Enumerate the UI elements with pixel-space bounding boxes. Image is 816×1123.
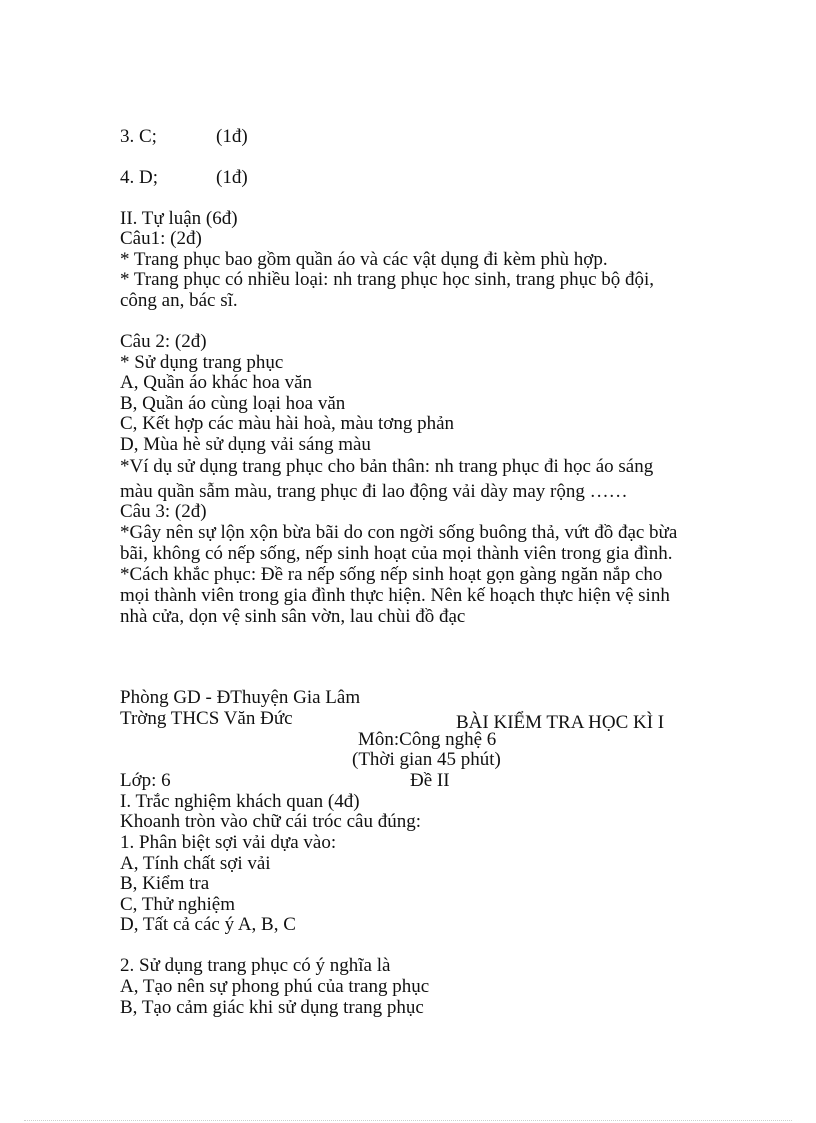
question-2: 2. Sử dụng trang phục có ý nghĩa là: [120, 955, 391, 976]
answer-q3-label: 3. C;: [120, 126, 157, 147]
essay-q3-line: *Cách khắc phục: Đề ra nếp sống nếp sinh hoạt gọn gàng ngăn nắp cho: [120, 564, 663, 585]
exam-title: BÀI KIỂM TRA HỌC KÌ I: [456, 712, 665, 733]
essay-q2-line: màu quần sẫm màu, trang phục đi lao động vải dày may rộng ……: [120, 481, 628, 502]
page-bottom-divider: [24, 1120, 792, 1121]
essay-q1-line: * Trang phục bao gồm quần áo và các vật dụng đi kèm phù hợp.: [120, 249, 608, 270]
essay-q2-line: *Ví dụ sử dụng trang phục cho bản thân: nh trang phục đi học áo sáng: [120, 456, 654, 477]
question-1-option: A, Tính chất sợi vải: [120, 853, 271, 874]
essay-q2-line: B, Quần áo cùng loại hoa văn: [120, 393, 346, 414]
exam-grade: Lớp: 6: [120, 770, 171, 791]
essay-q2-line: D, Mùa hè sử dụng vải sáng màu: [120, 434, 371, 455]
question-1-option: C, Thử nghiệm: [120, 894, 235, 915]
question-2-option: B, Tạo cảm giác khi sử dụng trang phục: [120, 997, 424, 1018]
school-name: Trờng THCS Văn Đức: [120, 708, 293, 729]
answer-q4-points: (1đ): [216, 167, 248, 188]
essay-q3-line: nhà cửa, dọn vệ sinh sân vờn, lau chùi đồ đạc: [120, 606, 466, 627]
essay-q2-line: C, Kết hợp các màu hài hoà, màu tơng phản: [120, 413, 455, 434]
exam-subject: Môn:Công nghệ 6: [358, 729, 497, 750]
answer-q3-points: (1đ): [216, 126, 248, 147]
essay-q3-line: mọi thành viên trong gia đình thực hiện. Nên kế hoạch thực hiện vệ sinh: [120, 585, 670, 606]
question-1: 1. Phân biệt sợi vải dựa vào:: [120, 832, 337, 853]
objective-instruction: Khoanh tròn vào chữ cái tróc câu đúng:: [120, 811, 422, 832]
question-1-option: B, Kiểm tra: [120, 873, 210, 894]
essay-q2-line: A, Quần áo khác hoa văn: [120, 372, 313, 393]
essay-q3-line: bãi, không có nếp sống, nếp sinh hoạt của mọi thành viên trong gia đình.: [120, 543, 673, 564]
department-name: Phòng GD - ĐThuyện Gia Lâm: [120, 687, 361, 708]
essay-q1-title: Câu1: (2đ): [120, 228, 202, 249]
question-2-option: A, Tạo nên sự phong phú của trang phục: [120, 976, 430, 997]
essay-q3-line: *Gây nên sự lộn xộn bừa bãi do con ngời sống buông thả, vứt đồ đạc bừa: [120, 522, 678, 543]
objective-heading: I. Trắc nghiệm khách quan (4đ): [120, 791, 360, 812]
exam-variant: Đề II: [410, 770, 450, 791]
essay-q3-title: Câu 3: (2đ): [120, 501, 207, 522]
answer-q4-label: 4. D;: [120, 167, 158, 188]
essay-q2-title: Câu 2: (2đ): [120, 331, 207, 352]
essay-heading: II. Tự luận (6đ): [120, 208, 238, 229]
exam-duration: (Thời gian 45 phút): [352, 749, 501, 770]
essay-q1-line: * Trang phục có nhiều loại: nh trang phục học sinh, trang phục bộ đội,: [120, 269, 655, 290]
question-1-option: D, Tất cả các ý A, B, C: [120, 914, 296, 935]
essay-q1-line: công an, bác sĩ.: [120, 290, 238, 311]
essay-q2-line: * Sử dụng trang phục: [120, 352, 284, 373]
